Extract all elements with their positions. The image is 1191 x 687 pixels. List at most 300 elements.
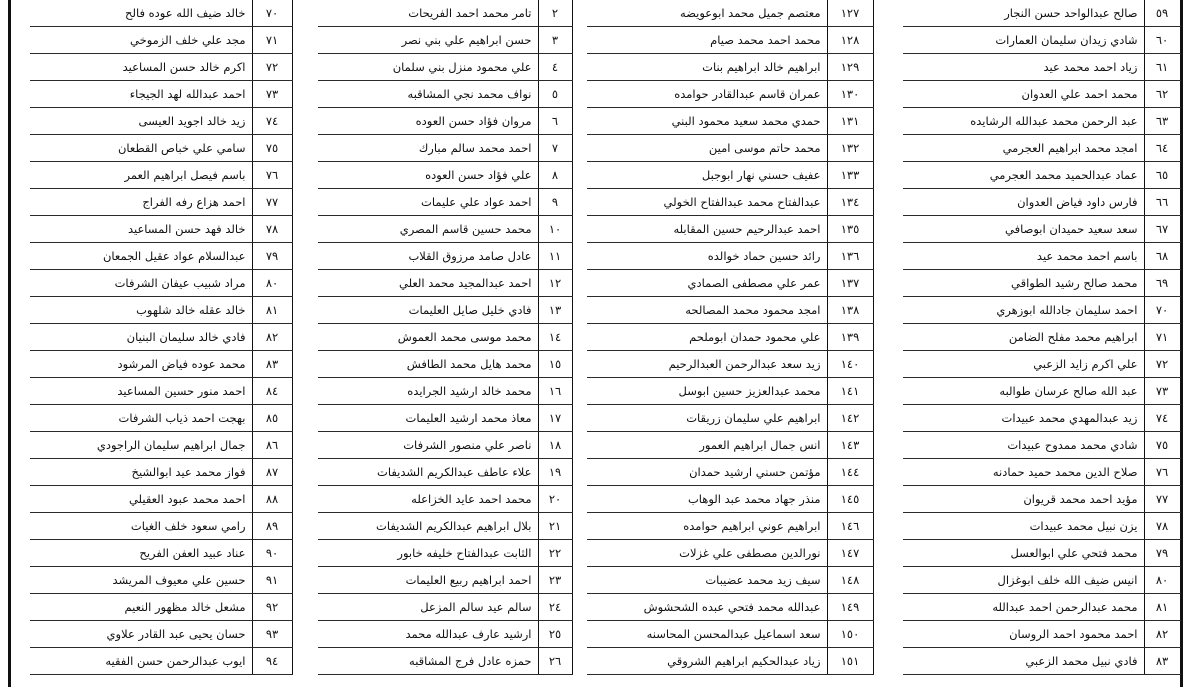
- table-row: [903, 594, 1180, 621]
- row-number: ٩٤: [252, 648, 292, 675]
- table-row: [903, 378, 1180, 405]
- person-name: حسان يحيى عبد القادر علاوي: [30, 621, 252, 648]
- row-number: ١٢: [538, 270, 572, 297]
- table-row: [318, 243, 572, 270]
- person-name: امجد محمد ابراهيم العجرمي: [903, 135, 1144, 162]
- names-table-4: [30, 0, 293, 675]
- person-name: محمد احمد علي العدوان: [903, 81, 1144, 108]
- row-number: ٢: [538, 0, 572, 27]
- person-name: باسم فيصل ابراهيم العمر: [30, 162, 252, 189]
- person-name: باسم احمد محمد عيد: [903, 243, 1144, 270]
- table-row: [30, 0, 292, 27]
- row-number: ٢٤: [538, 594, 572, 621]
- person-name: سعد سعيد حميدان ابوصافي: [903, 216, 1144, 243]
- person-name: جمال ابراهيم سليمان الراجودي: [30, 432, 252, 459]
- person-name: عبدالله محمد فتحي عبده الشحشوش: [587, 594, 827, 621]
- table-row: [587, 297, 873, 324]
- table-row: [30, 297, 292, 324]
- row-number: ١٤٦: [827, 513, 873, 540]
- person-name: مشعل خالد مظهور النعيم: [30, 594, 252, 621]
- person-name: اكرم خالد حسن المساعيد: [30, 54, 252, 81]
- person-name: ارشيد عارف عبدالله محمد: [318, 621, 538, 648]
- person-name: محمد عبدالرحمن احمد عبدالله: [903, 594, 1144, 621]
- person-name: فارس داود فياض العدوان: [903, 189, 1144, 216]
- row-number: ٨١: [1144, 594, 1180, 621]
- table-row: [903, 0, 1180, 27]
- person-name: ابراهيم عوني ابراهيم حوامده: [587, 513, 827, 540]
- table-row: [30, 162, 292, 189]
- table-row: [318, 27, 572, 54]
- row-number: ١٤: [538, 324, 572, 351]
- person-name: احمد محمد عبود العقيلي: [30, 486, 252, 513]
- person-name: احمد عواد علي عليمات: [318, 189, 538, 216]
- row-number: ١٤٥: [827, 486, 873, 513]
- table-row: [587, 486, 873, 513]
- person-name: ايوب عبدالرحمن حسن الفقيه: [30, 648, 252, 675]
- table-row: [318, 567, 572, 594]
- table-row: [903, 189, 1180, 216]
- person-name: عبد الله صالح عرسان طوالبه: [903, 378, 1144, 405]
- row-number: ١٤١: [827, 378, 873, 405]
- row-number: ٧٦: [252, 162, 292, 189]
- row-number: ١٤٠: [827, 351, 873, 378]
- row-number: ٨٣: [252, 351, 292, 378]
- person-name: احمد عبدالرحيم حسين المقابله: [587, 216, 827, 243]
- table-row: [903, 567, 1180, 594]
- row-number: ٦٩: [1144, 270, 1180, 297]
- person-name: رامي سعود خلف الغيات: [30, 513, 252, 540]
- person-name: محمد حسين قاسم المصري: [318, 216, 538, 243]
- person-name: حسن ابراهيم علي بني نصر: [318, 27, 538, 54]
- row-number: ٦٠: [1144, 27, 1180, 54]
- person-name: منذر جهاد محمد عبد الوهاب: [587, 486, 827, 513]
- person-name: زيد خالد اجويد العيسى: [30, 108, 252, 135]
- row-number: ١٧: [538, 405, 572, 432]
- table-row: [903, 243, 1180, 270]
- table-row: [587, 54, 873, 81]
- row-number: ٢٣: [538, 567, 572, 594]
- person-name: شادي زيدان سليمان العمارات: [903, 27, 1144, 54]
- row-number: ٧٨: [1144, 513, 1180, 540]
- row-number: ٧٥: [252, 135, 292, 162]
- table-row: [318, 162, 572, 189]
- row-number: ٧٣: [1144, 378, 1180, 405]
- person-name: زياد عبدالحكيم ابراهيم الشروقي: [587, 648, 827, 675]
- table-row: [903, 648, 1180, 675]
- person-name: امجد محمود محمد المصالحه: [587, 297, 827, 324]
- person-name: احمد عبدالمجيد محمد العلي: [318, 270, 538, 297]
- table-row: [903, 405, 1180, 432]
- table-row: [30, 621, 292, 648]
- person-name: خالد فهد حسن المساعيد: [30, 216, 252, 243]
- person-name: بلال ابراهيم عبدالكريم الشديفات: [318, 513, 538, 540]
- table-row: [587, 540, 873, 567]
- table-row: [30, 243, 292, 270]
- person-name: حمزه عادل فرج المشاقبه: [318, 648, 538, 675]
- row-number: ٦٧: [1144, 216, 1180, 243]
- row-number: ٩٠: [252, 540, 292, 567]
- row-number: ٧٩: [252, 243, 292, 270]
- row-number: ٨٨: [252, 486, 292, 513]
- table-row: [30, 351, 292, 378]
- row-number: ٨٤: [252, 378, 292, 405]
- row-number: ٢١: [538, 513, 572, 540]
- column-block-1: [903, 0, 1180, 687]
- row-number: ٧٩: [1144, 540, 1180, 567]
- table-row: [587, 27, 873, 54]
- person-name: احمد محمد سالم مبارك: [318, 135, 538, 162]
- row-number: ٧٠: [252, 0, 292, 27]
- table-row: [318, 270, 572, 297]
- row-number: ٨٠: [1144, 567, 1180, 594]
- table-row: [318, 81, 572, 108]
- row-number: ١٠: [538, 216, 572, 243]
- table-row: [903, 459, 1180, 486]
- person-name: خالد عقله خالد شلهوب: [30, 297, 252, 324]
- person-name: علي محمود منزل بني سلمان: [318, 54, 538, 81]
- page-border-left: [8, 0, 11, 687]
- row-number: ١٦: [538, 378, 572, 405]
- table-row: [318, 594, 572, 621]
- table-row: [587, 648, 873, 675]
- table-row: [318, 216, 572, 243]
- row-number: ٧٤: [252, 108, 292, 135]
- table-row: [30, 135, 292, 162]
- person-name: انس جمال ابراهيم العمور: [587, 432, 827, 459]
- person-name: خالد ضيف الله عوده فالح: [30, 0, 252, 27]
- row-number: ٢٢: [538, 540, 572, 567]
- table-row: [903, 621, 1180, 648]
- table-row: [318, 108, 572, 135]
- person-name: سيف زيد محمد عضيبات: [587, 567, 827, 594]
- table-row: [587, 162, 873, 189]
- table-row: [587, 567, 873, 594]
- table-row: [318, 648, 572, 675]
- person-name: زياد احمد محمد عيد: [903, 54, 1144, 81]
- table-row: [30, 594, 292, 621]
- table-row: [30, 459, 292, 486]
- row-number: ٨٠: [252, 270, 292, 297]
- row-number: ٨٣: [1144, 648, 1180, 675]
- person-name: عادل صامد مرزوق القلاب: [318, 243, 538, 270]
- row-number: ٧٦: [1144, 459, 1180, 486]
- table-row: [318, 135, 572, 162]
- row-number: ١٣٦: [827, 243, 873, 270]
- row-number: ١٣٧: [827, 270, 873, 297]
- row-number: ٨١: [252, 297, 292, 324]
- row-number: ١٤٢: [827, 405, 873, 432]
- person-name: الثابت عبدالفتاح خليفه خابور: [318, 540, 538, 567]
- row-number: ٢٥: [538, 621, 572, 648]
- row-number: ٨٦: [252, 432, 292, 459]
- table-row: [587, 594, 873, 621]
- table-row: [587, 459, 873, 486]
- row-number: ٨٢: [1144, 621, 1180, 648]
- person-name: محمد خالد ارشيد الجرايده: [318, 378, 538, 405]
- row-number: ١٣٩: [827, 324, 873, 351]
- table-row: [318, 54, 572, 81]
- person-name: احمد سليمان جادالله ابوزهري: [903, 297, 1144, 324]
- row-number: ٢٠: [538, 486, 572, 513]
- person-name: حسين علي معيوف المريشد: [30, 567, 252, 594]
- row-number: ٦: [538, 108, 572, 135]
- table-row: [30, 81, 292, 108]
- row-number: ١٥٠: [827, 621, 873, 648]
- table-row: [903, 108, 1180, 135]
- person-name: فواز محمد عيد ابوالشيخ: [30, 459, 252, 486]
- row-number: ١٣٣: [827, 162, 873, 189]
- table-row: [318, 405, 572, 432]
- table-row: [903, 351, 1180, 378]
- table-row: [318, 297, 572, 324]
- table-row: [903, 324, 1180, 351]
- row-number: ١٣٥: [827, 216, 873, 243]
- person-name: بهجت احمد ذياب الشرفات: [30, 405, 252, 432]
- table-row: [318, 189, 572, 216]
- table-row: [318, 432, 572, 459]
- names-table-2: [587, 0, 874, 675]
- person-name: ناصر علي منصور الشرفات: [318, 432, 538, 459]
- person-name: عفيف حسني نهار ابوجبل: [587, 162, 827, 189]
- table-row: [903, 81, 1180, 108]
- person-name: شادي محمد ممدوح عبيدات: [903, 432, 1144, 459]
- row-number: ٨٢: [252, 324, 292, 351]
- person-name: زيد سعد عبدالرحمن العبدالرحيم: [587, 351, 827, 378]
- row-number: ٦٢: [1144, 81, 1180, 108]
- table-row: [30, 486, 292, 513]
- person-name: علي محمود حمدان ابوملحم: [587, 324, 827, 351]
- person-name: زيد عبدالمهدي محمد عبيدات: [903, 405, 1144, 432]
- row-number: ٣: [538, 27, 572, 54]
- person-name: سامي علي خباص القطعان: [30, 135, 252, 162]
- table-row: [318, 351, 572, 378]
- row-number: ٧٧: [1144, 486, 1180, 513]
- table-row: [587, 108, 873, 135]
- table-row: [30, 540, 292, 567]
- person-name: علاء عاطف عبدالكريم الشديفات: [318, 459, 538, 486]
- table-row: [318, 324, 572, 351]
- table-row: [30, 27, 292, 54]
- person-name: معاذ محمد ارشيد العليمات: [318, 405, 538, 432]
- table-row: [903, 27, 1180, 54]
- person-name: ابراهيم علي سليمان زريقات: [587, 405, 827, 432]
- table-row: [30, 54, 292, 81]
- person-name: نورالدين مصطفى علي غزلات: [587, 540, 827, 567]
- person-name: عماد عبدالحميد محمد العجرمي: [903, 162, 1144, 189]
- table-row: [903, 270, 1180, 297]
- table-row: [587, 405, 873, 432]
- table-row: [587, 378, 873, 405]
- table-row: [30, 108, 292, 135]
- row-number: ٨٧: [252, 459, 292, 486]
- row-number: ١٣٢: [827, 135, 873, 162]
- table-row: [318, 513, 572, 540]
- table-row: [903, 297, 1180, 324]
- row-number: ٧: [538, 135, 572, 162]
- table-row: [587, 81, 873, 108]
- row-number: ٧٢: [1144, 351, 1180, 378]
- table-row: [903, 486, 1180, 513]
- row-number: ٧١: [1144, 324, 1180, 351]
- row-number: ٩٢: [252, 594, 292, 621]
- person-name: عمران قاسم عبدالقادر حوامده: [587, 81, 827, 108]
- row-number: ١٤٣: [827, 432, 873, 459]
- person-name: احمد منور حسين المساعيد: [30, 378, 252, 405]
- person-name: احمد عبدالله لهد الجيجاء: [30, 81, 252, 108]
- person-name: محمد صالح رشيد الطواقي: [903, 270, 1144, 297]
- person-name: رائد حسين حماد خوالده: [587, 243, 827, 270]
- table-row: [30, 648, 292, 675]
- table-row: [318, 540, 572, 567]
- names-table-3: [318, 0, 573, 675]
- table-row: [587, 189, 873, 216]
- table-row: [587, 432, 873, 459]
- person-name: احمد هزاع رفه الفراج: [30, 189, 252, 216]
- row-number: ١٣٤: [827, 189, 873, 216]
- table-row: [903, 513, 1180, 540]
- table-row: [587, 351, 873, 378]
- person-name: مؤيد احمد محمد قريوان: [903, 486, 1144, 513]
- row-number: ٧٤: [1144, 405, 1180, 432]
- table-row: [903, 432, 1180, 459]
- row-number: ١٤٤: [827, 459, 873, 486]
- column-block-2: [587, 0, 873, 687]
- row-number: ١٣١: [827, 108, 873, 135]
- row-number: ١٤٩: [827, 594, 873, 621]
- row-number: ٩١: [252, 567, 292, 594]
- table-row: [587, 270, 873, 297]
- table-row: [903, 54, 1180, 81]
- row-number: ٧٨: [252, 216, 292, 243]
- person-name: عبدالسلام عواد عقيل الجمعان: [30, 243, 252, 270]
- row-number: ٧٧: [252, 189, 292, 216]
- row-number: ٥٩: [1144, 0, 1180, 27]
- table-row: [318, 0, 572, 27]
- table-row: [30, 189, 292, 216]
- table-row: [30, 324, 292, 351]
- row-number: ٧٠: [1144, 297, 1180, 324]
- table-row: [30, 270, 292, 297]
- person-name: فادي خالد سليمان البنيان: [30, 324, 252, 351]
- person-name: حمدي محمد سعيد محمود البني: [587, 108, 827, 135]
- row-number: ٧٥: [1144, 432, 1180, 459]
- person-name: علي فؤاد حسن العوده: [318, 162, 538, 189]
- person-name: محمد هايل محمد الطافش: [318, 351, 538, 378]
- person-name: عمر علي مصطفى الصمادي: [587, 270, 827, 297]
- row-number: ١٨: [538, 432, 572, 459]
- table-row: [30, 567, 292, 594]
- person-name: محمد احمد محمد صيام: [587, 27, 827, 54]
- table-row: [587, 324, 873, 351]
- row-number: ١٤٧: [827, 540, 873, 567]
- person-name: فادي خليل صايل العليمات: [318, 297, 538, 324]
- row-number: ٦٦: [1144, 189, 1180, 216]
- table-row: [318, 486, 572, 513]
- table-row: [587, 513, 873, 540]
- row-number: ٧٢: [252, 54, 292, 81]
- table-row: [318, 621, 572, 648]
- person-name: عناد عبيد العفن الفريح: [30, 540, 252, 567]
- person-name: تامر محمد احمد الفريحات: [318, 0, 538, 27]
- person-name: معتصم جميل محمد ابوعويضه: [587, 0, 827, 27]
- table-row: [587, 135, 873, 162]
- row-number: ١٢٨: [827, 27, 873, 54]
- row-number: ٢٦: [538, 648, 572, 675]
- person-name: محمد موسى محمد العموش: [318, 324, 538, 351]
- row-number: ٦٨: [1144, 243, 1180, 270]
- row-number: ٤: [538, 54, 572, 81]
- table-row: [30, 432, 292, 459]
- person-name: انيس ضيف الله خلف ابوغزال: [903, 567, 1144, 594]
- table-row: [587, 243, 873, 270]
- table-row: [30, 513, 292, 540]
- person-name: يزن نبيل محمد عبيدات: [903, 513, 1144, 540]
- person-name: محمد عوده فياض المرشود: [30, 351, 252, 378]
- row-number: ٨٥: [252, 405, 292, 432]
- row-number: ٧١: [252, 27, 292, 54]
- row-number: ٨٩: [252, 513, 292, 540]
- row-number: ٧٣: [252, 81, 292, 108]
- table-row: [30, 216, 292, 243]
- person-name: مراد شبيب عيفان الشرفات: [30, 270, 252, 297]
- table-row: [318, 378, 572, 405]
- person-name: عبد الرحمن محمد عبدالله الرشايده: [903, 108, 1144, 135]
- person-name: احمد ابراهيم ربيع العليمات: [318, 567, 538, 594]
- person-name: محمد عبدالعزيز حسين ابوسل: [587, 378, 827, 405]
- person-name: سالم عيد سالم المزعل: [318, 594, 538, 621]
- table-row: [587, 621, 873, 648]
- row-number: ١٢٧: [827, 0, 873, 27]
- person-name: احمد محمود احمد الروسان: [903, 621, 1144, 648]
- column-block-4: [30, 0, 292, 687]
- person-name: محمد احمد عايد الخزاعله: [318, 486, 538, 513]
- row-number: ١٣٨: [827, 297, 873, 324]
- row-number: ١٥: [538, 351, 572, 378]
- person-name: علي اكرم زايد الزعبي: [903, 351, 1144, 378]
- table-row: [903, 135, 1180, 162]
- person-name: عبدالفتاح محمد عبدالفتاح الخولي: [587, 189, 827, 216]
- row-number: ١٤٨: [827, 567, 873, 594]
- table-row: [30, 378, 292, 405]
- person-name: نواف محمد نجي المشاقبه: [318, 81, 538, 108]
- row-number: ١٢٩: [827, 54, 873, 81]
- table-row: [903, 540, 1180, 567]
- person-name: صلاح الدين محمد حميد حمادنه: [903, 459, 1144, 486]
- person-name: فادي نبيل محمد الزعبي: [903, 648, 1144, 675]
- person-name: ابراهيم محمد مفلح الضامن: [903, 324, 1144, 351]
- row-number: ٨: [538, 162, 572, 189]
- row-number: ١٥١: [827, 648, 873, 675]
- person-name: محمد حاتم موسى امين: [587, 135, 827, 162]
- table-row: [30, 405, 292, 432]
- names-table-1: [903, 0, 1181, 675]
- person-name: مروان فؤاد حسن العوده: [318, 108, 538, 135]
- person-name: صالح عبدالواحد حسن النجار: [903, 0, 1144, 27]
- table-row: [903, 216, 1180, 243]
- person-name: محمد فتحي علي ابوالعسل: [903, 540, 1144, 567]
- row-number: ١٣: [538, 297, 572, 324]
- person-name: مؤتمن حسني ارشيد حمدان: [587, 459, 827, 486]
- row-number: ٦٥: [1144, 162, 1180, 189]
- row-number: ٦١: [1144, 54, 1180, 81]
- row-number: ٥: [538, 81, 572, 108]
- row-number: ٩: [538, 189, 572, 216]
- table-row: [587, 0, 873, 27]
- table-row: [318, 459, 572, 486]
- person-name: ابراهيم خالد ابراهيم بنات: [587, 54, 827, 81]
- row-number: ١٣٠: [827, 81, 873, 108]
- row-number: ٦٣: [1144, 108, 1180, 135]
